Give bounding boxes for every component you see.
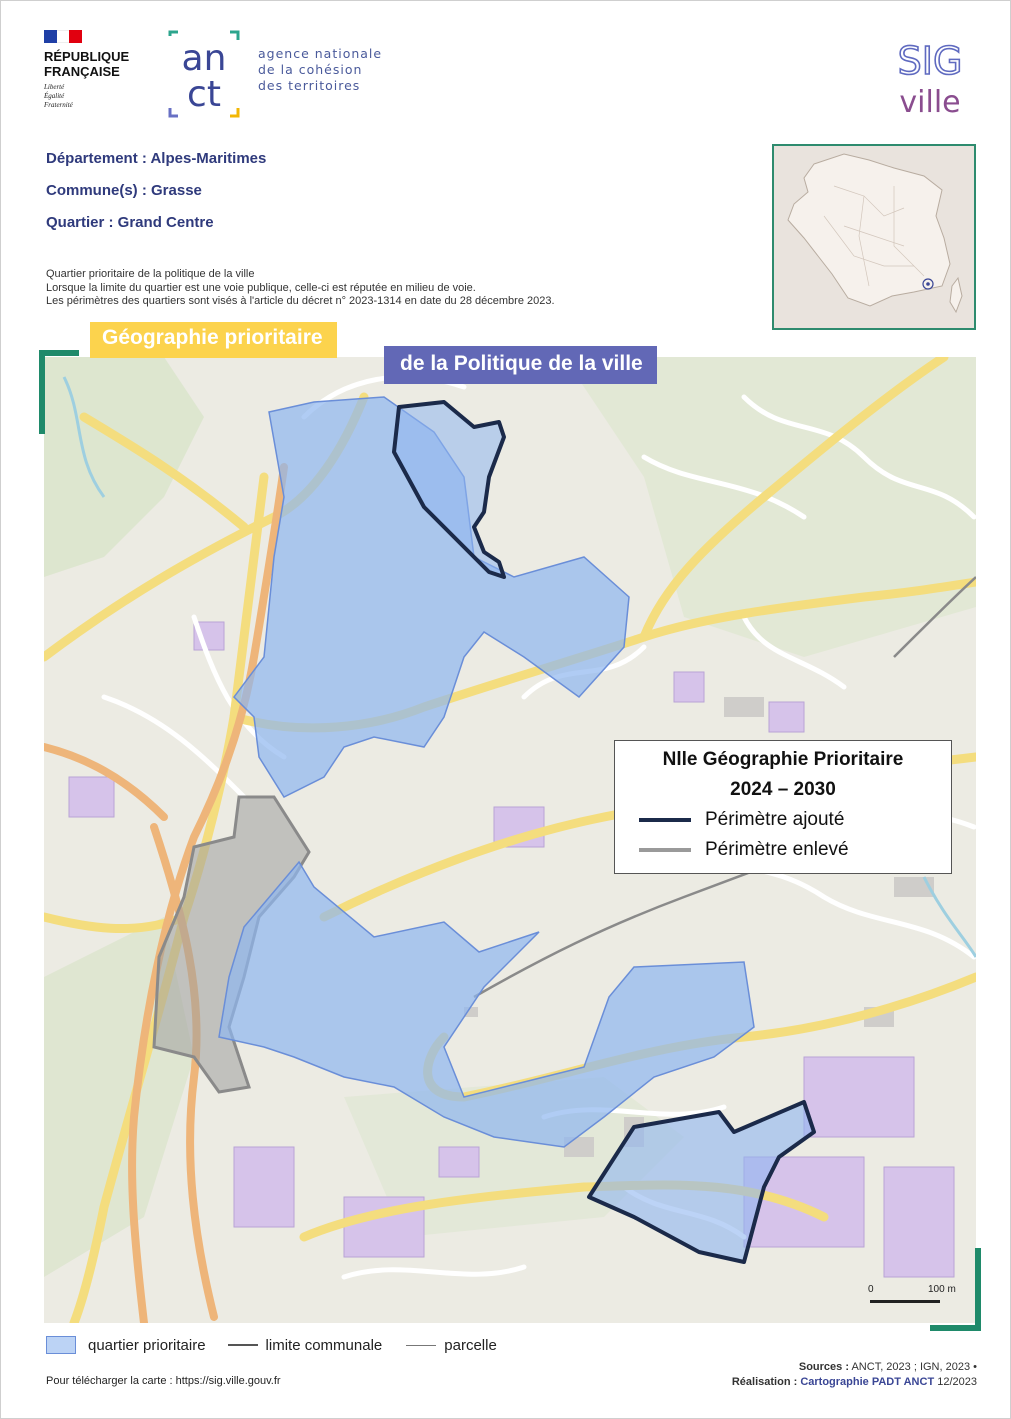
priority-label: quartier prioritaire	[88, 1336, 206, 1354]
download-text: Pour télécharger la carte : https://sig.ville.gouv.fr	[46, 1375, 281, 1387]
anct-name: agence nationale de la cohésion des territoires	[258, 46, 383, 93]
bottom-legend	[46, 1336, 497, 1354]
priority-swatch	[46, 1336, 76, 1354]
communes-label: Commune(s) : Grasse	[46, 182, 202, 199]
republique-francaise-title: RÉPUBLIQUE FRANÇAISE	[44, 49, 130, 79]
legend-swatch-removed	[639, 848, 691, 852]
anct-logo-text-top: an	[181, 38, 227, 79]
frame-corner-top-left	[39, 350, 79, 434]
ville-logo-text: ville	[899, 85, 961, 120]
communal-label: limite communale	[265, 1336, 383, 1354]
french-flag-icon	[44, 30, 82, 43]
realisation-date: 12/2023	[937, 1376, 977, 1388]
anct-logo	[166, 28, 242, 120]
legend-label-added: Périmètre ajouté	[705, 809, 845, 830]
banner-title-line1: Géographie prioritaire	[90, 322, 337, 358]
france-outline	[774, 146, 974, 328]
communal-line-swatch	[228, 1344, 258, 1346]
sig-ville-logo	[880, 34, 980, 120]
legend-label-removed: Périmètre enlevé	[705, 839, 849, 860]
anct-logo-text-bottom: ct	[187, 74, 221, 115]
departement-label: Département : Alpes-Maritimes	[46, 150, 267, 167]
scale-zero: 0	[868, 1284, 874, 1295]
legend-item-removed	[639, 839, 849, 861]
legend-item-added	[639, 809, 844, 831]
scale-bar	[864, 1284, 974, 1308]
scale-distance: 100 m	[928, 1284, 956, 1295]
sig-logo-text: SIG	[897, 39, 963, 83]
sources-text: ANCT, 2023 ; IGN, 2023 •	[851, 1361, 977, 1373]
republique-motto: Liberté Égalité Fraternité	[44, 83, 73, 109]
legend-title-line2: 2024 – 2030	[730, 779, 836, 800]
france-inset-map	[772, 144, 976, 330]
legend-title-line1: Nlle Géographie Prioritaire	[662, 749, 904, 770]
sources-block	[732, 1360, 977, 1390]
sources-label: Sources :	[798, 1361, 850, 1373]
realisation-org: Cartographie PADT ANCT	[800, 1376, 935, 1388]
legend-swatch-added	[639, 818, 691, 822]
banner-title-line2: de la Politique de la ville	[384, 346, 657, 384]
quartier-label: Quartier : Grand Centre	[46, 214, 214, 231]
parcel-line-swatch	[406, 1345, 436, 1346]
parcel-label: parcelle	[444, 1336, 497, 1354]
republique-francaise-logo	[44, 30, 154, 110]
realisation-label: Réalisation :	[731, 1376, 798, 1388]
quartier-note: Quartier prioritaire de la politique de la ville Lorsque la limite du quartier est une voie publique, celle-ci est réputée en milieu de voie. Les périmètres des quartiers sont visés à l'article du décret n° 2023-1314 en date du 28 décembre 2023.	[46, 268, 555, 307]
map-legend	[614, 740, 952, 874]
